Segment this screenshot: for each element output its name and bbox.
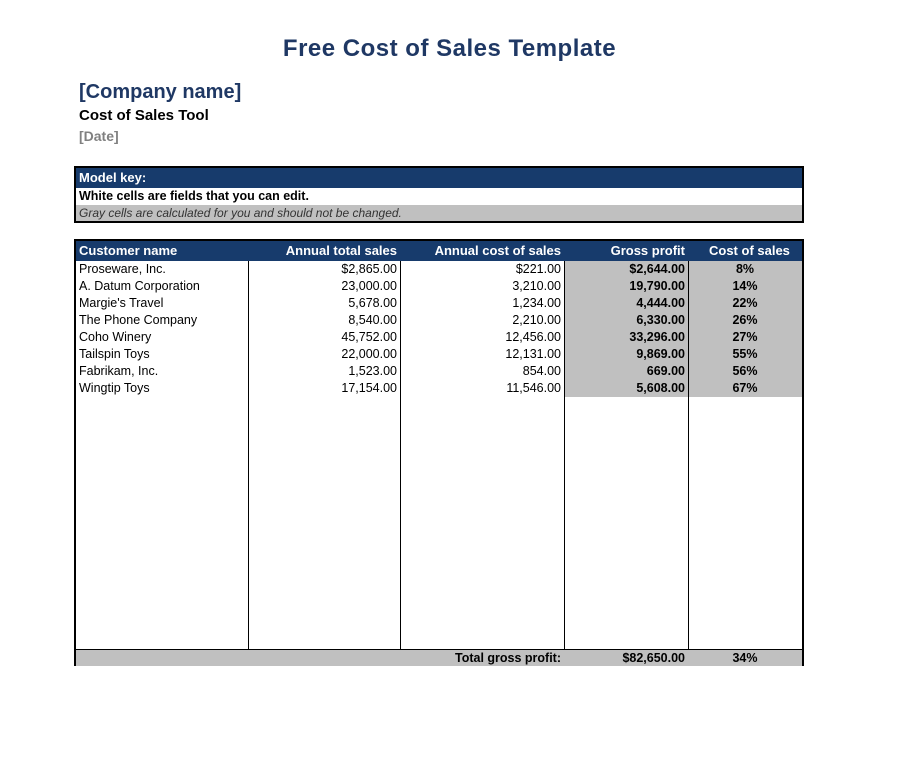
cost-pct-cell: 14% <box>732 279 758 293</box>
company-name[interactable]: [Company name] <box>79 81 242 103</box>
header-annual-sales: Annual total sales <box>285 243 397 258</box>
annual-sales-cell[interactable]: 1,523.00 <box>348 364 397 378</box>
customer-name-cell[interactable]: The Phone Company <box>79 313 198 327</box>
annual-cost-cell[interactable]: 2,210.00 <box>512 313 561 327</box>
table-header <box>76 241 802 261</box>
table-row <box>76 380 802 397</box>
annual-sales-cell[interactable]: 22,000.00 <box>341 347 397 361</box>
gross-profit-cell: 19,790.00 <box>629 279 685 293</box>
annual-sales-cell[interactable]: 17,154.00 <box>341 381 397 395</box>
customer-name-cell[interactable]: Margie's Travel <box>79 296 164 310</box>
table-row <box>76 363 802 380</box>
cost-pct-cell: 8% <box>735 262 755 276</box>
gross-profit-cell: 669.00 <box>646 364 685 378</box>
table-row <box>76 312 802 329</box>
annual-sales-cell[interactable]: 8,540.00 <box>348 313 397 327</box>
cost-pct-cell: 55% <box>732 347 758 361</box>
date-field[interactable]: [Date] <box>79 128 119 144</box>
table-row <box>76 261 802 278</box>
cost-pct-cell: 26% <box>732 313 758 327</box>
gross-profit-cell: $2,644.00 <box>629 262 685 276</box>
gross-profit-cell: 6,330.00 <box>636 313 685 327</box>
total-gross-profit-label: Total gross profit: <box>454 651 561 665</box>
customer-name-cell[interactable]: Coho Winery <box>79 330 152 344</box>
annual-sales-cell[interactable]: 5,678.00 <box>348 296 397 310</box>
table-row <box>76 329 802 346</box>
cost-of-sales-table <box>74 239 804 666</box>
header-customer: Customer name <box>79 243 178 258</box>
model-key-calculated-note: Gray cells are calculated for you and should not be changed. <box>76 205 802 221</box>
annual-cost-cell[interactable]: 12,131.00 <box>505 347 561 361</box>
model-key-editable-note: White cells are fields that you can edit. <box>76 188 802 205</box>
annual-cost-cell[interactable]: $221.00 <box>515 262 561 276</box>
gross-profit-cell: 9,869.00 <box>636 347 685 361</box>
gross-profit-cell: 5,608.00 <box>636 381 685 395</box>
customer-name-cell[interactable]: A. Datum Corporation <box>79 279 200 293</box>
annual-cost-cell[interactable]: 854.00 <box>522 364 561 378</box>
header-annual-cost: Annual cost of sales <box>434 243 561 258</box>
customer-name-cell[interactable]: Fabrikam, Inc. <box>79 364 159 378</box>
table-footer <box>76 649 802 666</box>
table-row <box>76 346 802 363</box>
gross-profit-cell: 33,296.00 <box>629 330 685 344</box>
model-key <box>74 166 804 223</box>
annual-sales-cell[interactable]: $2,865.00 <box>341 262 397 276</box>
tool-subtitle: Cost of Sales Tool <box>79 107 209 124</box>
total-cost-pct: 34% <box>732 651 758 665</box>
customer-name-cell[interactable]: Tailspin Toys <box>79 347 150 361</box>
customer-name-cell[interactable]: Wingtip Toys <box>79 381 150 395</box>
total-gross-profit-value: $82,650.00 <box>622 651 685 665</box>
cost-pct-cell: 67% <box>732 381 758 395</box>
cost-pct-cell: 22% <box>732 296 758 310</box>
gross-profit-cell: 4,444.00 <box>636 296 685 310</box>
annual-cost-cell[interactable]: 1,234.00 <box>512 296 561 310</box>
header-cost-pct: Cost of sales <box>709 243 790 258</box>
model-key-heading: Model key: <box>76 168 802 188</box>
header-gross-profit: Gross profit <box>610 243 685 258</box>
table-row <box>76 278 802 295</box>
customer-name-cell[interactable]: Proseware, Inc. <box>79 262 166 276</box>
annual-cost-cell[interactable]: 12,456.00 <box>505 330 561 344</box>
annual-cost-cell[interactable]: 3,210.00 <box>512 279 561 293</box>
table-row <box>76 295 802 312</box>
cost-pct-cell: 27% <box>732 330 758 344</box>
cost-pct-cell: 56% <box>732 364 758 378</box>
annual-cost-cell[interactable]: 11,546.00 <box>506 381 561 395</box>
annual-sales-cell[interactable]: 23,000.00 <box>341 279 397 293</box>
annual-sales-cell[interactable]: 45,752.00 <box>341 330 397 344</box>
page-title: Free Cost of Sales Template <box>282 35 617 62</box>
